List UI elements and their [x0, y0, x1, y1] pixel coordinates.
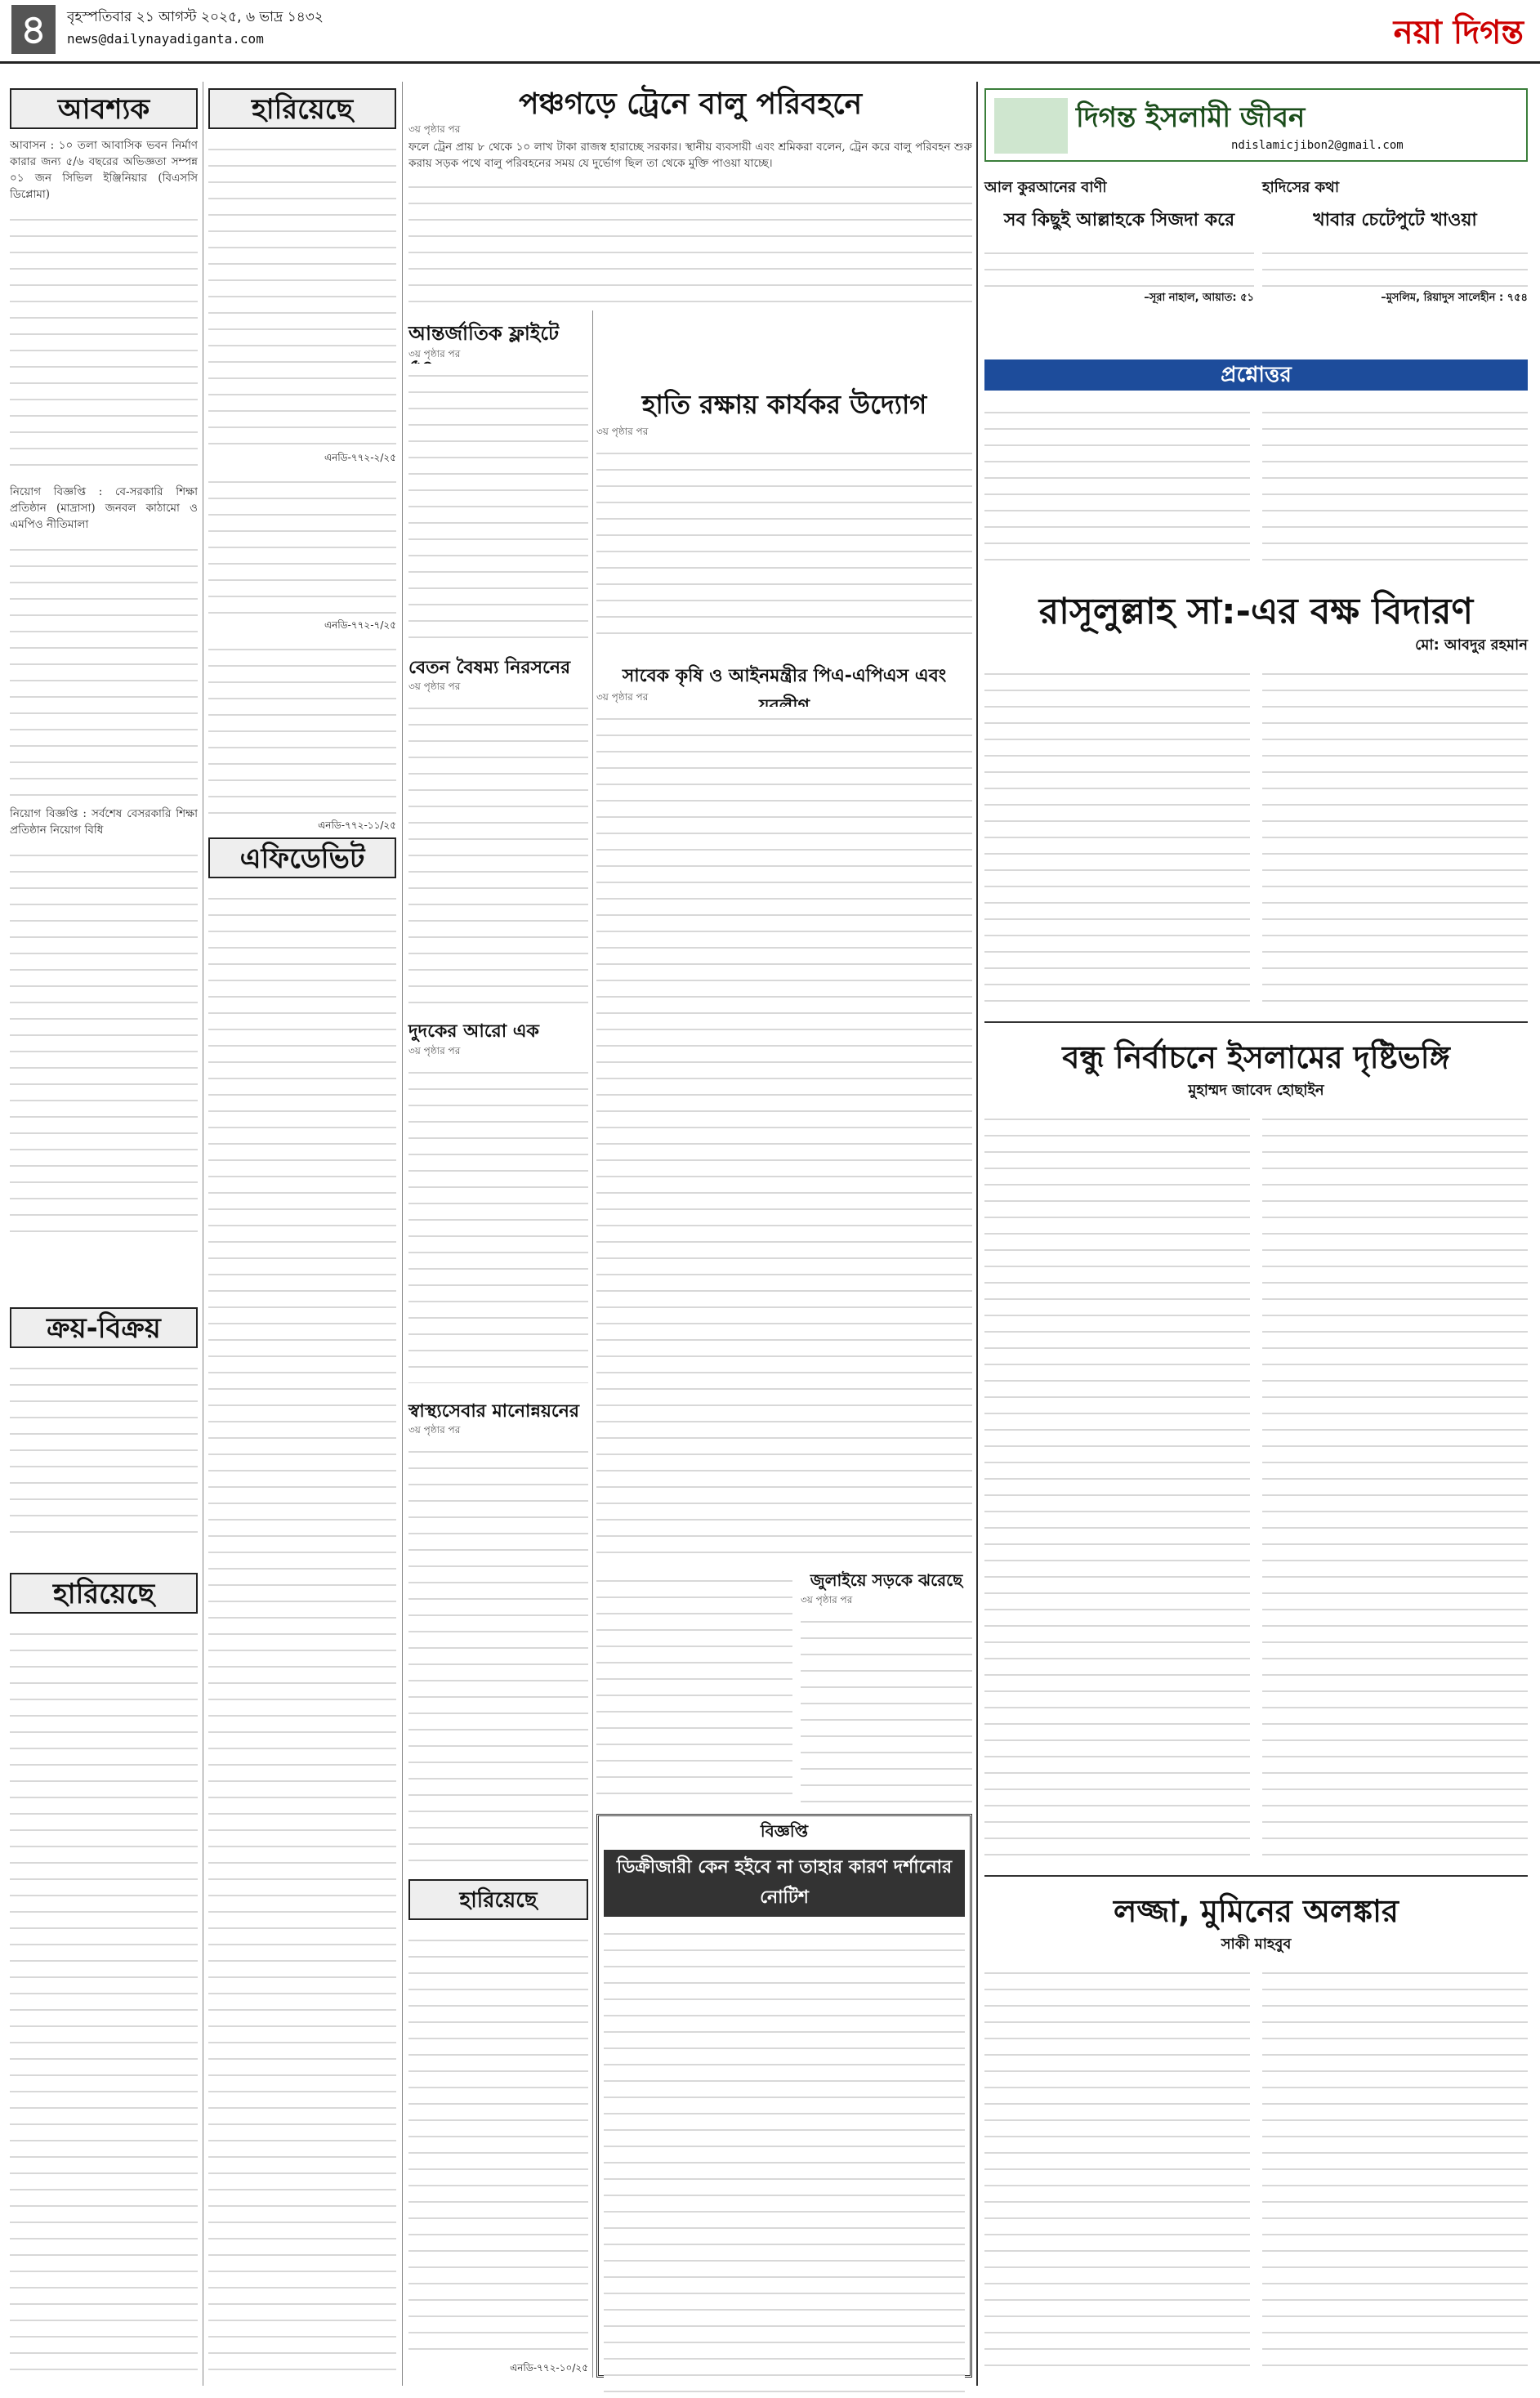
text-filler	[1262, 662, 1528, 1013]
hadith-heading: খাবার চেটেপুটে খাওয়া	[1313, 210, 1477, 230]
text-filler	[984, 1107, 1250, 1867]
classified-title-lost: হারিয়েছে	[10, 1573, 198, 1614]
continuation-label: ৩য় পৃষ্ঠার পর	[408, 1424, 461, 1436]
text-filler	[408, 175, 972, 306]
classified-entry: আবাসন : ১০ তলা আবাসিক ভবন নির্মাণ কারার জন্য ৫/৬ বছরের অভিজ্ঞতা সম্পন্ন ০১ জন সিভিল ইঞ্জিনিয়ার (বিএসসি ডিপ্লোমা)	[10, 139, 198, 201]
feature-author-1: মো: আবদুর রহমান	[1415, 636, 1528, 654]
ad-code: এনডি-৭৭২-১০/২৫	[510, 2362, 588, 2373]
ad-code: এনডি-৭৭২-১১/২৫	[318, 819, 396, 831]
islam-band-title: দিগন্ত ইসলামী জীবন	[1076, 101, 1306, 134]
text-filler	[10, 843, 198, 1244]
court-notice	[596, 1814, 972, 2378]
text-filler	[408, 1928, 588, 2357]
feature-heading-3: লজ্জা, মুমিনের অলঙ্কার	[1114, 1893, 1399, 1929]
text-filler	[408, 364, 588, 645]
hadith-box	[1262, 176, 1528, 307]
feature-author-3: সাকী মাহবুব	[1221, 1936, 1292, 1953]
text-filler	[408, 696, 588, 1007]
quran-label: আল কুরআনের বাণী	[984, 179, 1107, 196]
headline-sand-transport: পঞ্চগড়ে ট্রেনে বালু পরিবহনে	[518, 87, 863, 121]
feature-heading-1: রাসূলুল্লাহ সা:-এর বক্ষ বিদারণ	[1038, 591, 1474, 632]
text-filler	[984, 241, 1254, 290]
text-filler	[604, 1922, 965, 2398]
continuation-label: ৩য় পৃষ্ঠার পর	[408, 123, 461, 135]
headline-former-minister: সাবেক কৃষি ও আইনমন্ত্রীর পিএ-এপিএস এবং	[622, 666, 947, 686]
text-filler	[10, 1356, 198, 1544]
text-filler	[984, 400, 1250, 572]
text-filler	[1262, 1107, 1528, 1867]
classified-entry: নিয়োগ বিজ্ঞপ্তি : সর্বশেষ বেসরকারি শিক্ষা প্রতিষ্ঠান নিয়োগ বিধি	[10, 807, 198, 837]
continuation-label: ৩য় পৃষ্ঠার পর	[596, 426, 649, 437]
classified-title-lost-3: হারিয়েছে	[408, 1879, 588, 1920]
quran-box	[984, 176, 1254, 307]
notice-label: বিজ্ঞপ্তি	[760, 1821, 809, 1841]
text-filler	[596, 707, 972, 1561]
newspaper-logo: নয়া দিগন্ত	[1393, 14, 1524, 51]
header-email[interactable]: news@dailynayadiganta.com	[67, 31, 264, 47]
continuation-label: ৩য় পৃষ্ঠার পর	[408, 1045, 461, 1056]
classified-title-wanted: আবশ্যক	[10, 88, 198, 129]
text-filler	[1262, 241, 1528, 290]
feature-heading-2: বন্ধু নির্বাচনে ইসলামের দৃষ্টিভঙ্গি	[1062, 1039, 1450, 1075]
quran-heading: সব কিছুই আল্লাহকে সিজদা করে	[1003, 210, 1235, 230]
continuation-label: ৩য় পৃষ্ঠার পর	[408, 681, 461, 692]
headline-flight: আন্তর্জাতিক ফ্লাইটে	[408, 322, 560, 345]
text-filler	[1262, 1961, 1528, 2369]
page-number: ৪	[11, 5, 56, 54]
page-header	[0, 0, 1540, 64]
headline-salary: বেতন বৈষম্য নিরসনের	[408, 658, 571, 678]
classified-title-buy-sell: ক্রয়-বিক্রয়	[10, 1307, 198, 1348]
text-filler	[984, 662, 1250, 1013]
headline-acc: দুদকের আরো এক	[408, 1021, 539, 1042]
notice-title: ডিক্রীজারী কেন হইবে না তাহার কারণ দর্শানোর নোটিশ	[604, 1850, 965, 1917]
faq-banner: প্রশ্নোত্তর	[984, 359, 1528, 391]
section-divider	[976, 82, 978, 2386]
text-filler	[984, 1961, 1250, 2369]
text-filler	[208, 637, 396, 817]
column-rule	[402, 82, 403, 2386]
islam-email[interactable]: ndislamicjibon2@gmail.com	[1231, 139, 1404, 152]
text-filler	[10, 208, 198, 477]
text-filler	[408, 1440, 588, 1864]
headline-road-accident: জুলাইয়ে সড়কে ঝরেছে	[810, 1570, 963, 1590]
ad-code: এনডি-৭৭২-৭/২৫	[324, 619, 396, 631]
text-filler	[208, 470, 396, 617]
hadith-reference: –মুসলিম, রিয়াদুস সালেহীন : ৭৫৪	[1381, 292, 1528, 304]
mosque-icon	[994, 98, 1068, 154]
text-filler	[408, 1061, 588, 1383]
islam-banner	[984, 88, 1528, 162]
headline-health: স্বাস্থ্যসেবার মানোন্নয়নের	[408, 1401, 580, 1422]
section-rule	[984, 1875, 1528, 1877]
classified-entry: নিয়োগ বিজ্ঞপ্তি : বে-সরকারি শিক্ষা প্রতিষ্ঠান (মাদ্রাসা) জনবল কাঠামো ও এমপিও নীতিমালা	[10, 485, 198, 531]
text-filler	[10, 1622, 198, 2373]
classified-title-lost-2: হারিয়েছে	[208, 88, 396, 129]
text-filler	[10, 538, 198, 799]
hadith-label: হাদিসের কথা	[1262, 179, 1340, 196]
text-filler	[801, 1610, 972, 1806]
classified-title-affidavit: এফিডেভিট	[208, 837, 396, 878]
header-date: বৃহস্পতিবার ২১ আগস্ট ২০২৫, ৬ ভাদ্র ১৪৩২	[67, 9, 324, 25]
text-filler	[1262, 400, 1528, 572]
quran-reference: –সূরা নাহাল, আয়াত: ৫১	[1144, 292, 1254, 304]
text-filler	[208, 886, 396, 2373]
continuation-label: ৩য় পৃষ্ঠার পর	[801, 1594, 853, 1605]
headline-elephant: হাতি রক্ষায় কার্যকর উদ্যোগ	[641, 389, 927, 420]
text-filler	[596, 1569, 792, 1806]
ad-code: এনডি-৭৭২-২/২৫	[324, 452, 396, 463]
article-body: ফলে ট্রেন প্রায় ৮ থেকে ১০ লাখ টাকা রাজস্ব হারাচ্ছে সরকার। স্থানীয় ব্যবসায়ী এবং শ্রমিকরা বলেন, ট্রেন করে বালু পরিবহন শুরু করায় সড়ক পথে বালু পরিবহনের সময় যে দুর্ভোগ ছিল তা থেকে মুক্তি পাওয়া যাচ্ছে।	[408, 141, 972, 170]
column-rule	[592, 310, 593, 2378]
continuation-label: ৩য় পৃষ্ঠার পর	[408, 348, 461, 359]
section-rule	[984, 1021, 1528, 1023]
text-filler	[208, 137, 396, 448]
feature-author-2: মুহাম্মদ জাবেদ হোছাইন	[1188, 1082, 1324, 1099]
text-filler	[596, 441, 972, 645]
continuation-label: ৩য় পৃষ্ঠার পর	[596, 691, 649, 703]
